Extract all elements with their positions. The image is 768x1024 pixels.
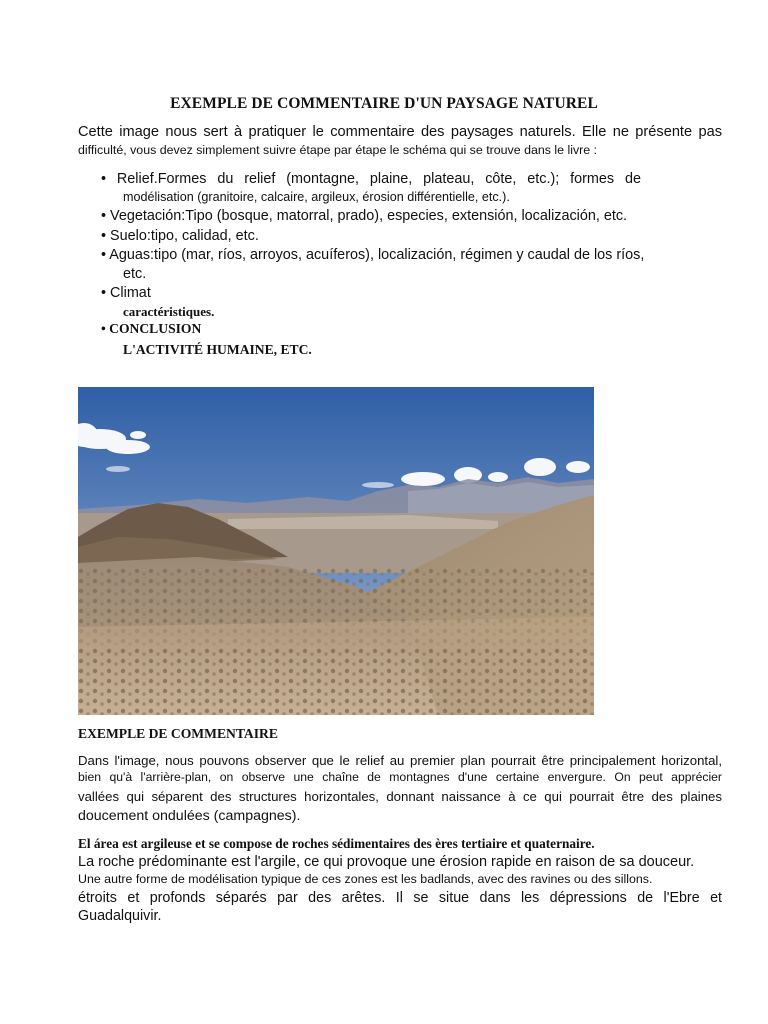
intro-line-1: Cette image nous sert à pratiquer le commentaire des paysages naturels. Elle ne présente pas <box>78 124 722 140</box>
paragraph1-line2: bien qu'à l'arrière-plan, on observe une chaîne de montagnes d'une certaine envergure. On peut apprécier <box>78 770 722 784</box>
paragraph1-line3: vallées qui séparent des structures horizontales, donnant naissance à ce qui pourrait être des plaines <box>78 789 722 804</box>
bullet-conclusion-continued: L'ACTIVITÉ HUMAINE, ETC. <box>123 342 312 357</box>
paragraph2-line2: La roche prédominante est l'argile, ce qui provoque une érosion rapide en raison de sa douceur. <box>78 854 695 870</box>
bullet-suelo: • Suelo:tipo, calidad, etc. <box>101 228 259 244</box>
bullet-aguas: • Aguas:tipo (mar, ríos, arroyos, acuíferos), localización, régimen y caudal de los ríos, <box>101 247 645 263</box>
bullet-aguas-continued: etc. <box>123 266 147 282</box>
paragraph2-line3: Une autre forme de modélisation typique de ces zones est les badlands, avec des ravines ou des sillons. <box>78 872 653 886</box>
bullet-vegetacion: • Vegetación:Tipo (bosque, matorral, prado), especies, extensión, localización, etc. <box>101 208 628 224</box>
paragraph2-line1: El área est argileuse et se compose de roches sédimentaires des ères tertiaire et quaternaire. <box>78 836 595 851</box>
bullet-climat: • Climat <box>101 285 151 301</box>
paragraph2-line5: Guadalquivir. <box>78 908 162 924</box>
bullet-conclusion: • CONCLUSION <box>101 321 202 336</box>
paragraph1-line4: doucement ondulées (campagnes). <box>78 808 301 824</box>
document-title: EXEMPLE DE COMMENTAIRE D'UN PAYSAGE NATUREL <box>170 95 598 112</box>
example-heading: EXEMPLE DE COMMENTAIRE <box>78 726 278 741</box>
paragraph2-line4: étroits et profonds séparés par des arêtes. Il se situe dans les dépressions de l'Ebre et <box>78 890 722 906</box>
bullet-relief: • Relief.Formes du relief (montagne, plaine, plateau, côte, etc.); formes de <box>101 171 641 187</box>
bullet-climat-continued: caractéristiques. <box>123 304 215 319</box>
landscape-photo <box>78 387 594 715</box>
intro-line-2: difficulté, vous devez simplement suivre étape par étape le schéma qui se trouve dans le livre : <box>78 143 598 157</box>
bullet-relief-continued: modélisation (granitoire, calcaire, argileux, érosion différentielle, etc.). <box>123 190 510 204</box>
paragraph1-line1: Dans l'image, nous pouvons observer que le relief au premier plan pourrait être principalement horizontal, <box>78 753 722 768</box>
